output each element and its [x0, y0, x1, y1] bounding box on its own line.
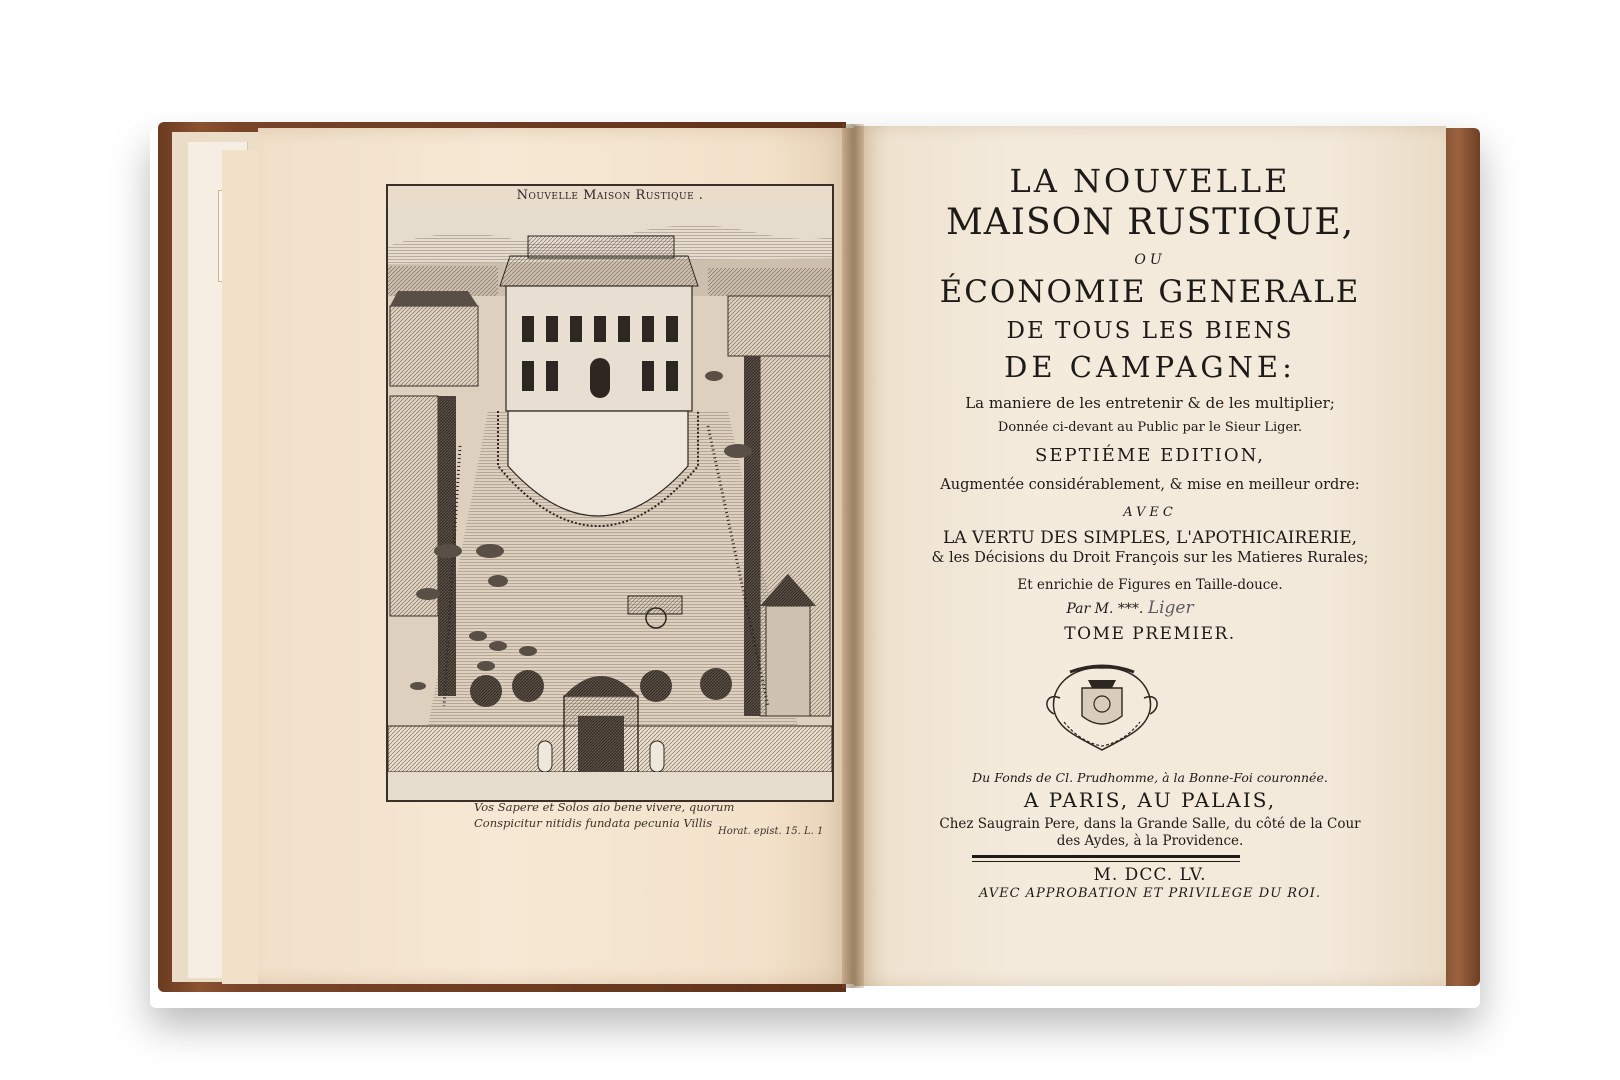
plate-caption-reference: Horat. epist. 15. L. 1	[718, 826, 824, 837]
author-line-printed: Par M. ***.	[1066, 601, 1144, 617]
printers-device-ornament	[1040, 658, 1164, 754]
plate-caption-line2: Conspicitur nitidis fundata pecunia Villis	[474, 816, 713, 830]
rule-thin	[972, 861, 1240, 862]
ornament-vignette	[1040, 658, 1164, 754]
imprint-date: M. DCC. LV.	[1093, 865, 1207, 885]
augmentee-line: Augmentée considérablement, & mise en meilleur ordre:	[940, 477, 1360, 493]
title-line-de-tous-les-biens: DE TOUS LES BIENS	[1006, 318, 1294, 344]
tome-premier: TOME PREMIER.	[1064, 624, 1236, 644]
plate-title: Nouvelle Maison Rustique .	[516, 188, 704, 203]
handwritten-author-name: Liger	[1147, 598, 1194, 618]
engraving-illustration	[388, 186, 832, 800]
title-line-la-nouvelle: LA NOUVELLE	[1009, 162, 1291, 200]
aydes-line: des Aydes, à la Providence.	[1056, 833, 1244, 849]
decisions-line: & les Décisions du Droit François sur les Matieres Rurales;	[931, 550, 1369, 566]
figures-line: Et enrichie de Figures en Taille-douce.	[1017, 577, 1283, 593]
edition-line: SEPTIÉME EDITION,	[1034, 445, 1265, 466]
title-line-economie-generale: ÉCONOMIE GENERALE	[939, 274, 1361, 310]
publisher-fonds-line: Du Fonds de Cl. Prudhomme, à la Bonne-Foi couronnée.	[972, 770, 1328, 785]
avec-line: AVEC	[1123, 505, 1177, 520]
title-line-maison-rustique: MAISON RUSTIQUE,	[945, 202, 1355, 243]
frontispiece-engraving	[386, 184, 834, 802]
subtitle-liger: Donnée ci-devant au Public par le Sieur Liger.	[997, 420, 1303, 435]
spine-gutter	[842, 124, 864, 988]
vertu-des-simples-line: LA VERTU DES SIMPLES, L'APOTHICAIRERIE,	[942, 528, 1358, 548]
title-line-ou: OU	[1134, 252, 1166, 268]
subtitle-maniere: La maniere de les entretenir & de les multiplier;	[965, 394, 1335, 412]
saugrain-line: Chez Saugrain Pere, dans la Grande Salle, du côté de la Cour	[939, 816, 1361, 832]
rule-thick	[972, 855, 1240, 858]
approbation-line: AVEC APPROBATION ET PRIVILEGE DU ROI.	[978, 886, 1322, 901]
plate-caption-line1: Vos Sapere et Solos aio bene vivere, quorum	[474, 800, 735, 814]
title-line-de-campagne: DE CAMPAGNE:	[1004, 350, 1296, 384]
author-line	[870, 598, 1390, 618]
paris-palais-line: A PARIS, AU PALAIS,	[1023, 788, 1277, 812]
